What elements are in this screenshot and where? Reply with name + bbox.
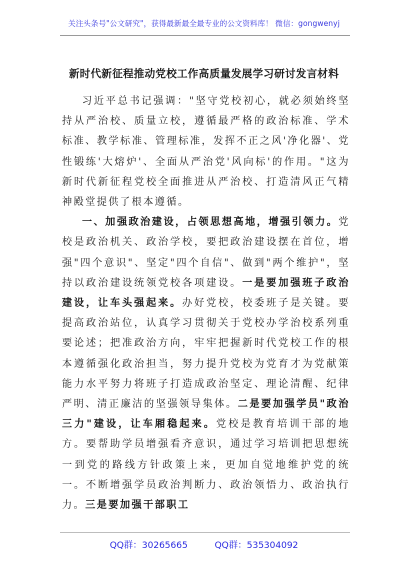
qq-group-2: QQ群：535304092 xyxy=(214,541,299,551)
paragraph-text: 办好党校，校委班子是关键。要提高政治站位，认真学习贯彻关于党校办学治校系列重要论述；把准政治方向，牢牢把握新时代党校工作的根本遵循强化政治担当，努力提升党校为党育才为党献策能力水平努力将班子打造成政治坚定、理论清醒、纪律严明、清正廉洁的坚强领导集体。 xyxy=(62,298,350,411)
qq-group-1: QQ群：30265665 xyxy=(109,541,188,551)
footer-divider xyxy=(60,532,350,533)
document-body xyxy=(62,92,350,516)
point-heading: 二是要加强学员"政治三力"建设，让车厢稳起来。 xyxy=(62,399,351,431)
header-promo: 关注头条号"公文研究"，获得最新最全最专业的公文资料库！ 微信：gongwenyj xyxy=(68,19,340,28)
section-heading: 一、加强政治建设，占领思想高地，增强引领力。 xyxy=(82,217,339,229)
paragraph-text: 党校是教育培训干部的地方。要帮助学员增强看齐意识，通过学习培训把思想统一到党的路线方针政策上来，更加自觉地维护党的统一。不断增强学员政治判断力、政治领悟力、政治执行力。 xyxy=(62,419,350,512)
footer-contact xyxy=(0,538,408,551)
paragraph-intro: 习近平总书记强调："坚守党校初心，就必须始终坚持从严治校、质量立校，遵循最严格的政治标准、学术标准、教学标准、管理标准，发挥不正之风'净化器'、党性锻练'大熔炉'、全面从严治党'风向标'的作用。"这为新时代新征程党校全面推进从严治校、打造清风正气精神殿堂提供了根本遵循。 xyxy=(62,96,350,209)
paragraph-text: 党校是政治机关、政治学校，要把政治建设摆在首位，增强"四个意识"、坚定"四个自信"、做到"两个维护"，坚持以政治建设统领党校各项建设。 xyxy=(62,217,350,289)
point-heading: 三是要加强干部职工 xyxy=(85,500,190,512)
paragraph-section-1 xyxy=(62,213,350,516)
document-title: 新时代新征程推动党校工作高质量发展学习研讨发言材料 xyxy=(69,68,339,80)
header-divider xyxy=(60,35,350,36)
point-heading: 一是要加强班子政治建设，让车头强起来。 xyxy=(62,277,351,310)
